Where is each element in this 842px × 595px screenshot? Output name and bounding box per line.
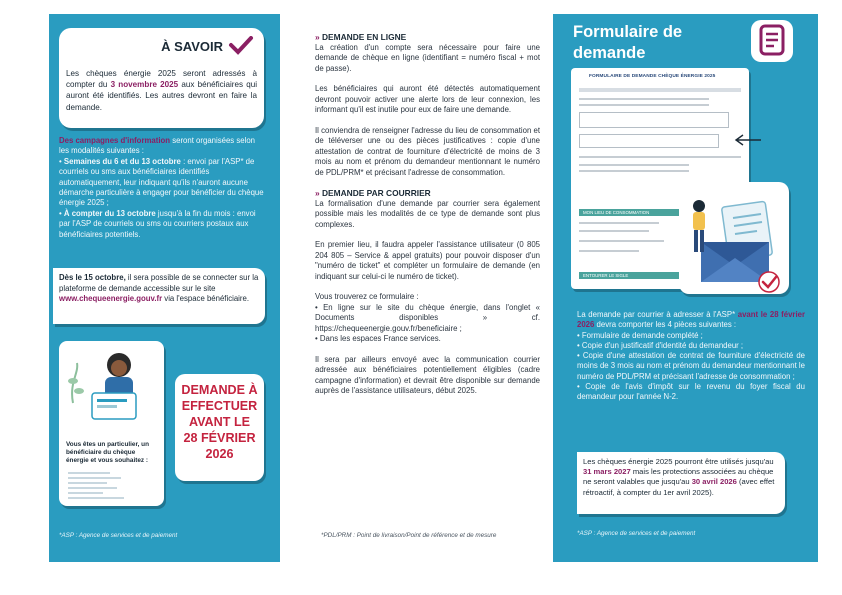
first-sending-date: 3 novembre 2025	[110, 80, 179, 90]
panel-left	[49, 14, 280, 562]
online-date-box: Dès le 15 octobre, il sera possible de se connecter sur la plateforme de demande accessible sur le site www.chequeenergie.gouv.fr via l'espace bénéficiaire.	[53, 268, 265, 324]
footnote-asp: *ASP : Agence de services et de paiement	[59, 532, 178, 539]
campaigns-highlight: Des campagnes d'information	[59, 136, 171, 145]
person-with-card-illustration	[59, 343, 164, 435]
a-savoir-box	[59, 28, 264, 128]
required-documents: La demande par courrier à adresser à l'ASP* avant le 28 février 2026 devra comporter les 4 pièces suivantes : • Formulaire de demande complété ; • Copie d'un justificatif d'identité du demandeur ; • Copie d'une attestation de contrat de fourniture d'électricité de moins de 3 mois au nom et prénom du demandeur mentionnant le numéro de PDL/PRM et précisant l'adresse de consommation ; • Copie de l'avis d'impôt sur le revenu du foyer fiscal du demandeur pour l'année N-2.	[577, 310, 806, 402]
campaign-item: • À compter du 13 octobre jusqu'à la fin du mois : envoi par l'ASP de courriels ou sms ou courriers postaux aux bénéficiaires potentiels.	[59, 208, 256, 239]
leaflet-title: Vous êtes un particulier, un bénéficiaire du chèque énergie et vous souhaitez :	[66, 441, 149, 464]
form-footer-bar: ENTOURER LE SIGLE	[579, 272, 741, 279]
section-title-mail: » DEMANDE PAR COURRIER	[315, 188, 431, 198]
campaigns-section: Des campagnes d'information seront organisées selon les modalités suivantes : • Semaines du 6 et du 13 octobre : envoi par l'ASP* de courriels ou sms aux bénéficiaires identifiés automatiquement, leur indiquant qu'ils n'auront aucune démarche particulière à engager pour bénéficier du chèque énergie 2025 ; • À compter du 13 octobre jusqu'à la fin du mois : envoi par l'ASP de courriels ou sms ou courriers postaux aux bénéficiaires potentiels.	[59, 136, 264, 239]
site-link[interactable]: www.chequeenergie.gouv.fr	[59, 294, 163, 304]
panel-middle	[301, 14, 548, 562]
middle-text: » DEMANDE EN LIGNE La création d'un compte sera nécessaire pour faire une demande de chèque en ligne (identifiant = numéro fiscal + mot de passe). Les bénéficiaires qui auront été détectés automatiquement devront pouvoir activer une alerte lors de leur connexion, les informant qu'il est inutile pour eux de faire une demande. Il conviendra de renseigner l'adresse du lieu de consommation et de téléverser une ou des pièces justificatives : copie d'une attestation de contrat de fourniture d'électricité de moins de 3 mois au nom et prénom du demandeur mentionnant le numéro de PDL/PRM* et précisant l'adresse de consommation. » DEMANDE PAR COURRIER La formalisation d'une demande par courrier sera également possible mais les modalités de ce type de demande sont plus complexes. En premier lieu, il faudra appeler l'assistance utilisateur (0 805 204 805 – Service & appel gratuits) pour pouvoir disposer d'un "numéro de ticket" et compléter un formulaire de demande (en indiquant sur celui-ci le numéro de ticket). Vous trouverez ce formulaire : • En ligne sur le site du chèque énergie, dans l'onglet « Documents disponibles » cf. https://chequeenergie.gouv.fr/beneficiaire ; • Dans les espaces France services. Il sera par ailleurs envoyé avec la communication courrier adressée aux bénéficiaires potentiellement éligibles (cadre campagne d'information) et devrait être disponible sur demande auprès de l'assistance utilisateurs, début 2025.	[315, 32, 540, 395]
mail-deadline: avant le 28 février 2026	[577, 310, 806, 330]
envelope-person-illustration	[679, 182, 789, 294]
footnote-pdl: *PDL/PRM : Point de livraison/Point de référence et de mesure	[321, 532, 497, 539]
footnote-asp-right: *ASP : Agence de services et de paiement	[577, 530, 696, 537]
form-heading: FORMULAIRE DE DEMANDE CHÈQUE ÉNERGIE 2025	[589, 74, 716, 79]
campaign-item: • Semaines du 6 et du 13 octobre : envoi par l'ASP* de courriels ou sms aux bénéficiaires identifiés automatiquement, leur indiquant qu'ils n'auront aucune démarche particulière à engager pour bénéficier du chèque énergie 2025 ;	[59, 156, 264, 208]
section-title-online: » DEMANDE EN LIGNE	[315, 32, 407, 42]
document-item: • Copie d'un justificatif d'identité du demandeur ;	[577, 340, 744, 350]
form-location-item: • Dans les espaces France services.	[315, 334, 441, 343]
arrow-icon	[733, 134, 763, 146]
form-title: Formulaire de demande	[573, 23, 683, 62]
validity-box: Les chèques énergie 2025 pourront être utilisés jusqu'au 31 mars 2027 mais les protections associées au chèque ne seront valables que jusqu'au 30 avril 2026 (avec effet rétroactif, à compter du 1er avril 2025).	[577, 452, 785, 514]
document-item: • Copie d'une attestation de contrat de fourniture d'électricité de moins de 3 mois au nom et prénom du demandeur mentionnant le numéro de PDL/PRM et précisant l'adresse de consommation ;	[577, 351, 805, 381]
form-section-bar: MON LIEU DE CONSOMMATION	[579, 209, 693, 216]
mail-illustration-card	[679, 182, 789, 294]
document-item: • Formulaire de demande complété ;	[577, 330, 703, 340]
checkmark-icon	[228, 36, 254, 56]
a-savoir-text: Les chèques énergie 2025 seront adressés à compter du 3 novembre 2025 aux bénéficiaires qui auront été identifiés. Les autres devront en faire la demande.	[66, 69, 258, 112]
leaflet-lines	[68, 469, 138, 502]
panel-right	[553, 14, 818, 562]
deadline-box: DEMANDE À EFFECTUER AVANT LE 28 FÉVRIER 2026	[175, 374, 264, 481]
leaflet-thumbnail	[59, 341, 164, 506]
document-item: • Copie de l'avis d'impôt sur le revenu du foyer fiscal du demandeur pour l'année N-2.	[577, 382, 805, 402]
form-location-item: • En ligne sur le site du chèque énergie, dans l'onglet « Documents disponibles » cf. https://chequeenergie.gouv.fr/beneficiaire ;	[315, 302, 540, 333]
a-savoir-title: À SAVOIR	[161, 38, 223, 54]
form-badge-icon	[749, 18, 795, 64]
